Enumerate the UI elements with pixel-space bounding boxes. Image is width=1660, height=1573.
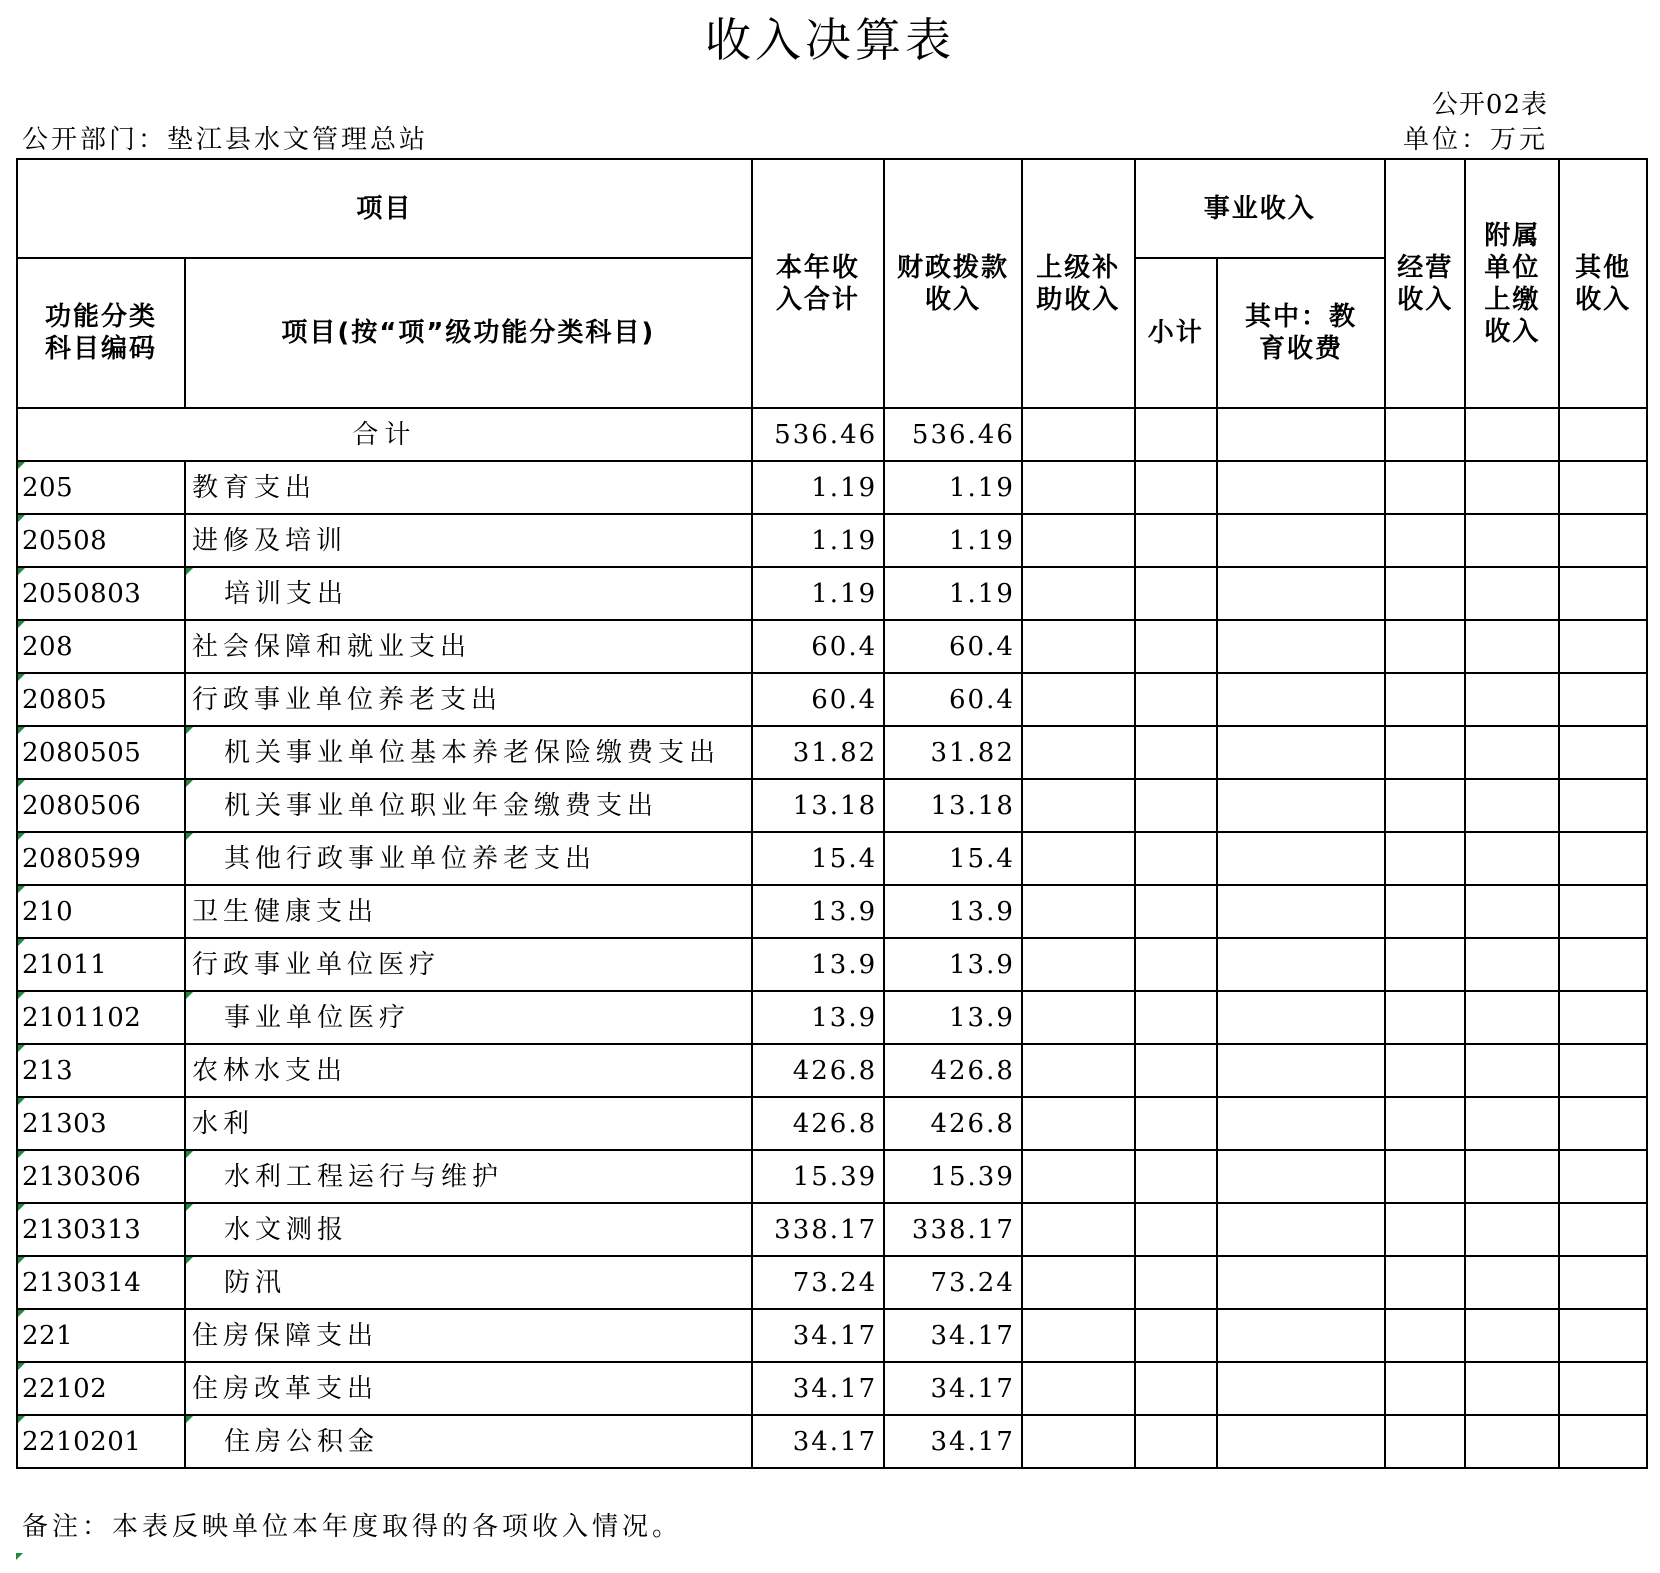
total-amount: 536.46 [752, 408, 885, 461]
empty-cell [1465, 673, 1559, 726]
empty-cell [1465, 779, 1559, 832]
header-other: 其他 收入 [1559, 159, 1647, 408]
empty-cell [1465, 514, 1559, 567]
row-fiscal: 426.8 [884, 1097, 1022, 1150]
row-fiscal: 34.17 [884, 1415, 1022, 1468]
row-name: 行政事业单位医疗 [185, 938, 752, 991]
row-name: 社会保障和就业支出 [185, 620, 752, 673]
row-total: 15.39 [752, 1150, 885, 1203]
empty-cell [1217, 1203, 1385, 1256]
row-name: 教育支出 [185, 461, 752, 514]
empty-cell [1135, 832, 1217, 885]
table-row [17, 885, 1647, 938]
empty-cell [1135, 1256, 1217, 1309]
row-total: 34.17 [752, 1415, 885, 1468]
header-subtotal: 小计 [1135, 258, 1217, 408]
empty-cell [1385, 1044, 1465, 1097]
empty-cell [1559, 779, 1647, 832]
row-fiscal: 15.4 [884, 832, 1022, 885]
row-code: 2080505 [17, 726, 185, 779]
empty-cell [1465, 1256, 1559, 1309]
row-fiscal: 34.17 [884, 1309, 1022, 1362]
empty-cell [1385, 1150, 1465, 1203]
empty-cell [1559, 726, 1647, 779]
row-code: 2130306 [17, 1150, 185, 1203]
row-total: 15.4 [752, 832, 885, 885]
empty-cell [1135, 1203, 1217, 1256]
row-code: 20508 [17, 514, 185, 567]
row-fiscal: 13.9 [884, 885, 1022, 938]
empty-cell [1022, 1256, 1135, 1309]
row-total: 13.9 [752, 991, 885, 1044]
table-row [17, 620, 1647, 673]
empty-cell [1022, 1044, 1135, 1097]
empty-cell [1022, 514, 1135, 567]
empty-cell [1465, 567, 1559, 620]
empty-cell [1217, 1362, 1385, 1415]
empty-cell [1559, 673, 1647, 726]
empty-cell [1559, 514, 1647, 567]
row-code: 221 [17, 1309, 185, 1362]
header-total: 本年收 入合计 [752, 159, 885, 408]
empty-cell [1135, 1309, 1217, 1362]
table-row [17, 1256, 1647, 1309]
empty-cell [1559, 620, 1647, 673]
row-code: 2080599 [17, 832, 185, 885]
row-total: 1.19 [752, 567, 885, 620]
empty-cell [1559, 1309, 1647, 1362]
row-code: 2130314 [17, 1256, 185, 1309]
row-total: 1.19 [752, 514, 885, 567]
empty-cell [1465, 1097, 1559, 1150]
empty-cell [1135, 1415, 1217, 1468]
row-code: 22102 [17, 1362, 185, 1415]
row-total: 426.8 [752, 1044, 885, 1097]
row-fiscal: 15.39 [884, 1150, 1022, 1203]
row-total: 13.9 [752, 938, 885, 991]
empty-cell [1465, 938, 1559, 991]
row-name: 住房改革支出 [185, 1362, 752, 1415]
empty-cell [1135, 567, 1217, 620]
row-fiscal: 426.8 [884, 1044, 1022, 1097]
empty-cell [1135, 1362, 1217, 1415]
empty-cell [1465, 461, 1559, 514]
empty-cell [1022, 673, 1135, 726]
empty-cell [1559, 461, 1647, 514]
row-code: 20805 [17, 673, 185, 726]
empty-cell [1385, 1097, 1465, 1150]
header-superior: 上级补 助收入 [1022, 159, 1135, 408]
row-fiscal: 338.17 [884, 1203, 1022, 1256]
row-total: 13.9 [752, 885, 885, 938]
empty-cell [1559, 1256, 1647, 1309]
empty-cell [1135, 461, 1217, 514]
empty-cell [1385, 567, 1465, 620]
empty-cell [1559, 1044, 1647, 1097]
empty-cell [1022, 885, 1135, 938]
empty-cell [1135, 620, 1217, 673]
empty-cell [1022, 779, 1135, 832]
row-name: 其他行政事业单位养老支出 [185, 832, 752, 885]
empty-cell [1385, 832, 1465, 885]
empty-cell [1385, 1362, 1465, 1415]
header-func-name: 项目(按“项”级功能分类科目) [185, 258, 752, 408]
table-row [17, 461, 1647, 514]
table-row [17, 991, 1647, 1044]
table-row [17, 1150, 1647, 1203]
empty-cell [1135, 938, 1217, 991]
empty-cell [1385, 1256, 1465, 1309]
empty-cell [1385, 461, 1465, 514]
empty-cell [1385, 1309, 1465, 1362]
empty-cell [1217, 832, 1385, 885]
empty-cell [1022, 1150, 1135, 1203]
empty-cell [1217, 726, 1385, 779]
row-fiscal: 1.19 [884, 567, 1022, 620]
empty-cell [1135, 673, 1217, 726]
total-row [17, 408, 1647, 461]
empty-cell [1385, 1415, 1465, 1468]
empty-cell [1465, 726, 1559, 779]
row-total: 1.19 [752, 461, 885, 514]
empty-cell [1022, 567, 1135, 620]
empty-cell [1022, 991, 1135, 1044]
empty-cell [1217, 461, 1385, 514]
empty-cell [1465, 1415, 1559, 1468]
empty-cell [1135, 1097, 1217, 1150]
row-name: 防汛 [185, 1256, 752, 1309]
row-fiscal: 13.9 [884, 991, 1022, 1044]
row-code: 21303 [17, 1097, 185, 1150]
row-fiscal: 60.4 [884, 673, 1022, 726]
empty-cell [1559, 885, 1647, 938]
row-fiscal: 13.18 [884, 779, 1022, 832]
row-code: 213 [17, 1044, 185, 1097]
row-code: 2130313 [17, 1203, 185, 1256]
empty-cell [1217, 1097, 1385, 1150]
empty-cell [1217, 1309, 1385, 1362]
empty-cell [1022, 1309, 1135, 1362]
row-name: 机关事业单位基本养老保险缴费支出 [185, 726, 752, 779]
empty-cell [1217, 1415, 1385, 1468]
row-total: 426.8 [752, 1097, 885, 1150]
empty-cell [1022, 832, 1135, 885]
empty-cell [1465, 885, 1559, 938]
empty-cell [1559, 1415, 1647, 1468]
empty-cell [1385, 673, 1465, 726]
empty-cell [1559, 1150, 1647, 1203]
row-code: 21011 [17, 938, 185, 991]
empty-cell [1559, 567, 1647, 620]
empty-cell [1465, 1203, 1559, 1256]
table-row [17, 1415, 1647, 1468]
table-row [17, 938, 1647, 991]
header-affiliate: 附属 单位 上缴 收入 [1465, 159, 1559, 408]
row-total: 60.4 [752, 620, 885, 673]
row-code: 2080506 [17, 779, 185, 832]
empty-cell [1559, 832, 1647, 885]
empty-cell [1022, 461, 1135, 514]
empty-cell [1385, 620, 1465, 673]
table-row [17, 779, 1647, 832]
empty-cell [1217, 1256, 1385, 1309]
empty-cell [1135, 514, 1217, 567]
header-item-group: 项目 [17, 159, 752, 258]
empty-cell [1022, 938, 1135, 991]
empty-cell [1217, 991, 1385, 1044]
table-row [17, 1309, 1647, 1362]
table-row [17, 514, 1647, 567]
empty-cell [1559, 1203, 1647, 1256]
row-name: 水利 [185, 1097, 752, 1150]
empty-cell [1217, 567, 1385, 620]
empty-cell [1385, 779, 1465, 832]
table-row [17, 832, 1647, 885]
empty-cell [1465, 1309, 1559, 1362]
empty-cell [1559, 938, 1647, 991]
empty-cell [1465, 620, 1559, 673]
income-table [16, 158, 1648, 1469]
empty-cell [1135, 726, 1217, 779]
total-label: 合计 [17, 408, 752, 461]
table-row [17, 1203, 1647, 1256]
empty-cell [1385, 885, 1465, 938]
row-code: 2050803 [17, 567, 185, 620]
row-name: 水文测报 [185, 1203, 752, 1256]
total-fiscal: 536.46 [884, 408, 1022, 461]
row-name: 水利工程运行与维护 [185, 1150, 752, 1203]
empty-cell [1559, 1097, 1647, 1150]
empty-cell [1022, 1097, 1135, 1150]
header-operating: 经营 收入 [1385, 159, 1465, 408]
row-fiscal: 31.82 [884, 726, 1022, 779]
empty-cell [1559, 991, 1647, 1044]
table-row [17, 1097, 1647, 1150]
row-total: 34.17 [752, 1362, 885, 1415]
empty-cell [1135, 1150, 1217, 1203]
row-code: 205 [17, 461, 185, 514]
header-education: 其中：教 育收费 [1217, 258, 1385, 408]
row-fiscal: 34.17 [884, 1362, 1022, 1415]
empty-cell [1022, 1415, 1135, 1468]
table-row [17, 673, 1647, 726]
empty-cell [1217, 514, 1385, 567]
empty-cell [1385, 726, 1465, 779]
footnote: 备注：本表反映单位本年度取得的各项收入情况。 [22, 1512, 683, 1542]
empty-cell [1022, 1203, 1135, 1256]
empty-cell [1022, 1362, 1135, 1415]
row-code: 208 [17, 620, 185, 673]
row-name: 培训支出 [185, 567, 752, 620]
table-row [17, 1044, 1647, 1097]
row-code: 210 [17, 885, 185, 938]
row-total: 34.17 [752, 1309, 885, 1362]
table-row [17, 1362, 1647, 1415]
row-total: 73.24 [752, 1256, 885, 1309]
table-row [17, 567, 1647, 620]
row-total: 338.17 [752, 1203, 885, 1256]
empty-cell [1465, 1044, 1559, 1097]
empty-cell [1135, 1044, 1217, 1097]
empty-cell [1135, 991, 1217, 1044]
page-title: 收入决算表 [705, 13, 955, 67]
empty-cell [1217, 1044, 1385, 1097]
row-name: 机关事业单位职业年金缴费支出 [185, 779, 752, 832]
empty-cell [1217, 779, 1385, 832]
empty-cell [1465, 1150, 1559, 1203]
row-fiscal: 13.9 [884, 938, 1022, 991]
unit-label: 单位：万元 [1402, 125, 1548, 155]
empty-cell [1217, 620, 1385, 673]
empty-cell [1465, 991, 1559, 1044]
header-fiscal: 财政拨款 收入 [884, 159, 1022, 408]
row-code: 2210201 [17, 1415, 185, 1468]
empty-cell [1385, 514, 1465, 567]
form-number: 公开02表 [1431, 90, 1548, 120]
empty-cell [1385, 1203, 1465, 1256]
row-name: 住房公积金 [185, 1415, 752, 1468]
empty-cell [1135, 885, 1217, 938]
row-total: 13.18 [752, 779, 885, 832]
empty-cell [1465, 1362, 1559, 1415]
cell-marker-icon [16, 1553, 23, 1560]
empty-cell [1217, 1150, 1385, 1203]
empty-cell [1022, 620, 1135, 673]
row-name: 进修及培训 [185, 514, 752, 567]
header-func-code: 功能分类 科目编码 [17, 258, 185, 408]
empty-cell [1559, 1362, 1647, 1415]
row-fiscal: 60.4 [884, 620, 1022, 673]
row-code: 2101102 [17, 991, 185, 1044]
department-label: 公开部门：垫江县水文管理总站 [22, 125, 429, 155]
table-row [17, 726, 1647, 779]
empty-cell [1385, 938, 1465, 991]
row-name: 农林水支出 [185, 1044, 752, 1097]
empty-cell [1135, 779, 1217, 832]
row-name: 行政事业单位养老支出 [185, 673, 752, 726]
header-business-group: 事业收入 [1135, 159, 1385, 258]
empty-cell [1465, 832, 1559, 885]
row-fiscal: 1.19 [884, 514, 1022, 567]
empty-cell [1217, 673, 1385, 726]
empty-cell [1022, 726, 1135, 779]
row-total: 31.82 [752, 726, 885, 779]
row-fiscal: 73.24 [884, 1256, 1022, 1309]
row-name: 住房保障支出 [185, 1309, 752, 1362]
empty-cell [1217, 938, 1385, 991]
row-name: 事业单位医疗 [185, 991, 752, 1044]
row-fiscal: 1.19 [884, 461, 1022, 514]
empty-cell [1217, 885, 1385, 938]
row-total: 60.4 [752, 673, 885, 726]
empty-cell [1385, 991, 1465, 1044]
row-name: 卫生健康支出 [185, 885, 752, 938]
